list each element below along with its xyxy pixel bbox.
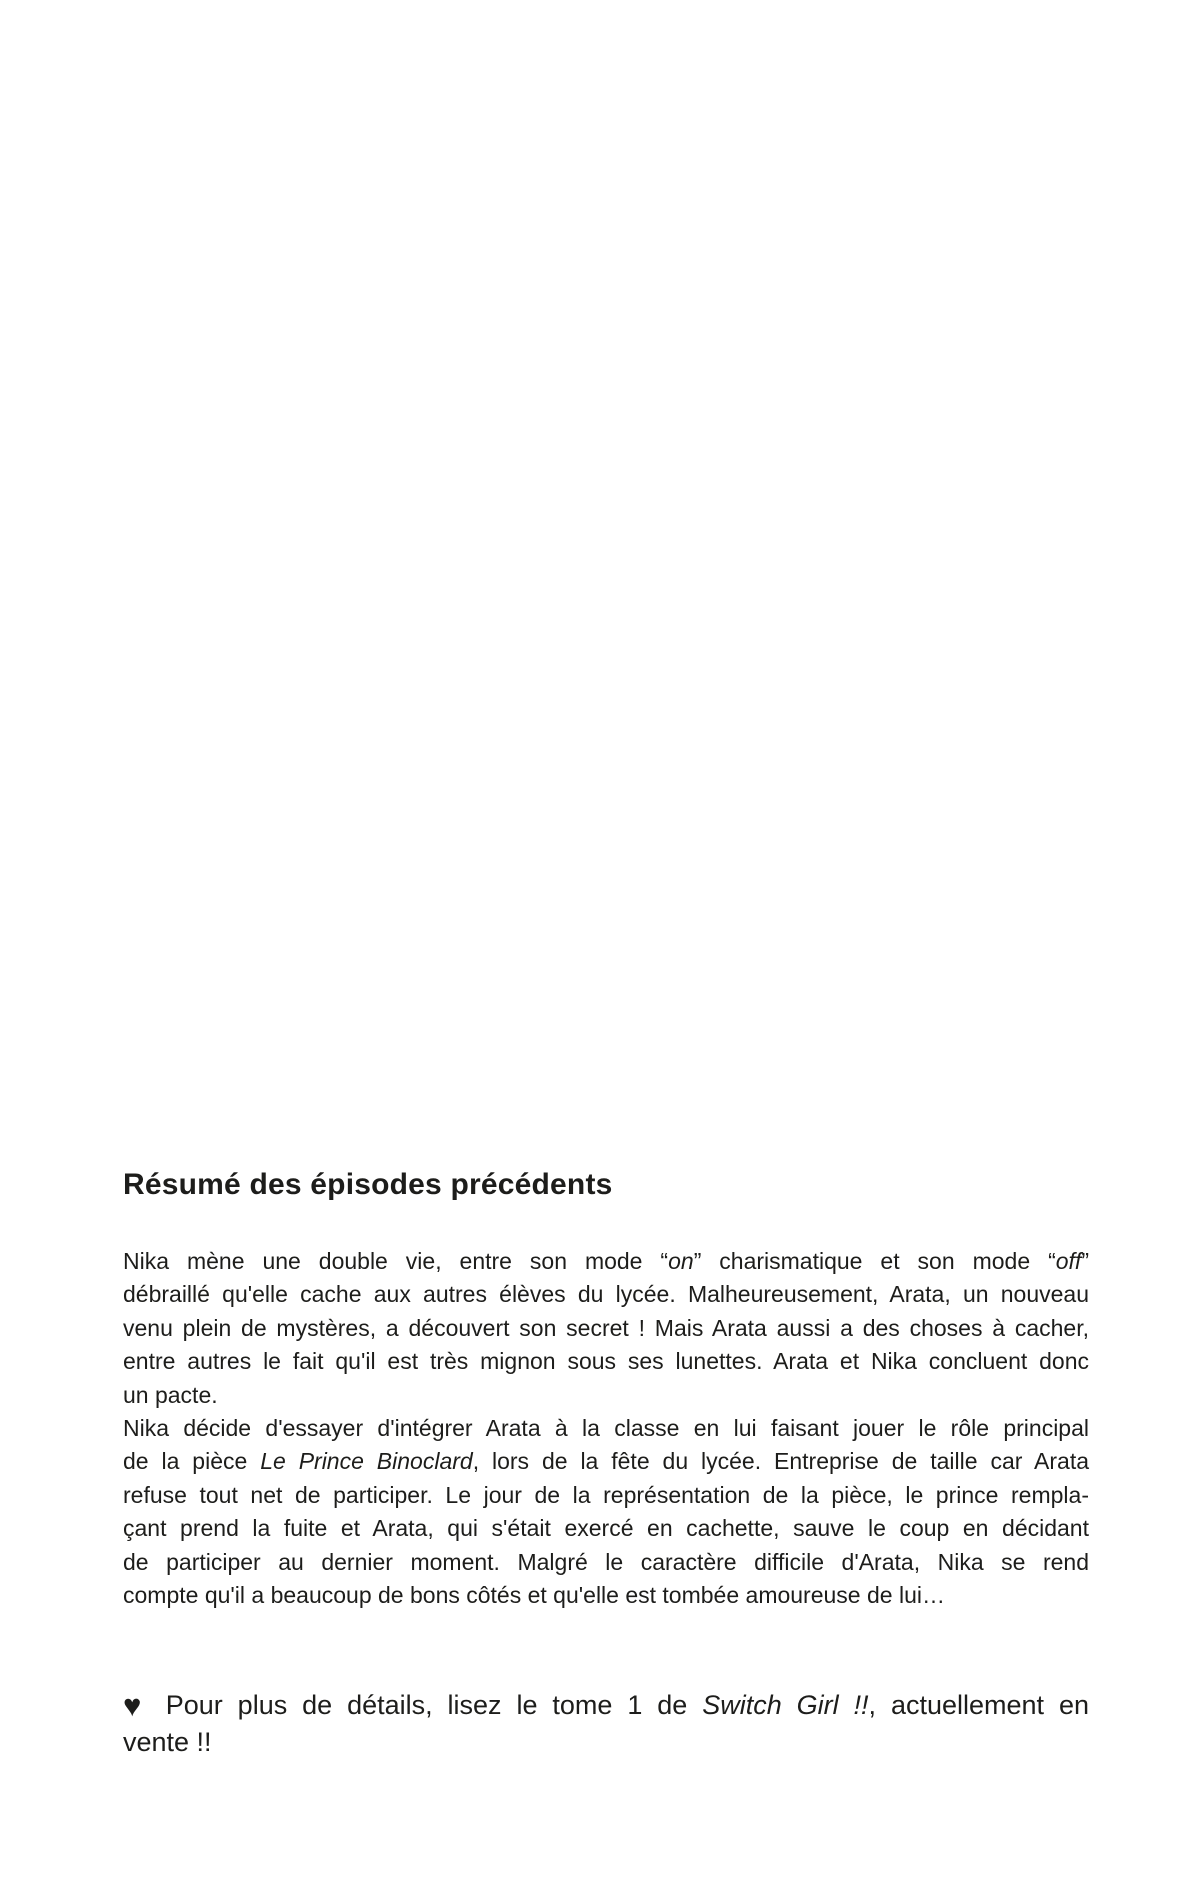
text-run: Switch Girl !! [702, 1690, 869, 1720]
text-line [123, 1546, 1089, 1579]
text-run: Nika décide d'essayer d'intégrer Arata à la classe en lui faisant jouer le rôle principal [123, 1415, 1089, 1442]
text-run: on [668, 1248, 694, 1274]
text-run: , actuellement en [868, 1690, 1089, 1720]
text-run: débraillé qu'elle cache aux autres élèves du lycée. Malheureusement, Arata, un nouveau [123, 1281, 1089, 1308]
text-run: Le Prince Binoclard [260, 1448, 473, 1475]
text-run: ” [1081, 1248, 1089, 1274]
text-run: Nika mène une double vie, entre son mode “ [123, 1248, 669, 1274]
text-line [123, 1278, 1089, 1311]
text-run: çant prend la fuite et Arata, qui s'était exercé en cachette, sauve le coup en décidant [123, 1515, 1089, 1542]
text-line [123, 1579, 1089, 1612]
text-line [123, 1379, 1089, 1412]
text-run: de la pièce [123, 1448, 261, 1475]
text-run: ” charismatique et son mode “ [693, 1248, 1056, 1274]
paragraph [123, 1245, 1089, 1412]
heart-icon: ♥ [123, 1688, 151, 1723]
recap-heading: Résumé des épisodes précédents [123, 1168, 613, 1201]
text-line [123, 1479, 1089, 1512]
text-line [123, 1312, 1089, 1345]
text-run: Pour plus de détails, lisez le tome 1 de [150, 1690, 703, 1720]
text-run: off [1055, 1248, 1082, 1274]
text-run: venu plein de mystères, a découvert son secret ! Mais Arata aussi a des choses à cacher, [123, 1314, 1089, 1341]
text-line [123, 1724, 1089, 1761]
text-line [123, 1687, 1089, 1724]
text-line [123, 1512, 1089, 1545]
text-line [123, 1412, 1089, 1445]
paragraph [123, 1412, 1089, 1612]
text-run: refuse tout net de participer. Le jour de la représentation de la pièce, le prince rempla- [123, 1481, 1089, 1508]
recap-text-block [123, 1245, 1089, 1612]
text-line [123, 1445, 1089, 1478]
text-run: compte qu'il a beaucoup de bons côtés et qu'elle est tombée amoureuse de lui… [123, 1582, 945, 1609]
promo-note [123, 1687, 1089, 1761]
text-run: entre autres le fait qu'il est très mignon sous ses lunettes. Arata et Nika concluent donc [123, 1348, 1089, 1375]
text-run: vente !! [123, 1727, 212, 1757]
text-line [123, 1345, 1089, 1378]
text-run: un pacte. [123, 1381, 218, 1408]
text-run: , lors de la fête du lycée. Entreprise de taille car Arata [472, 1448, 1090, 1475]
text-run: de participer au dernier moment. Malgré le caractère difficile d'Arata, Nika se rend [123, 1548, 1089, 1575]
text-line [123, 1245, 1089, 1278]
